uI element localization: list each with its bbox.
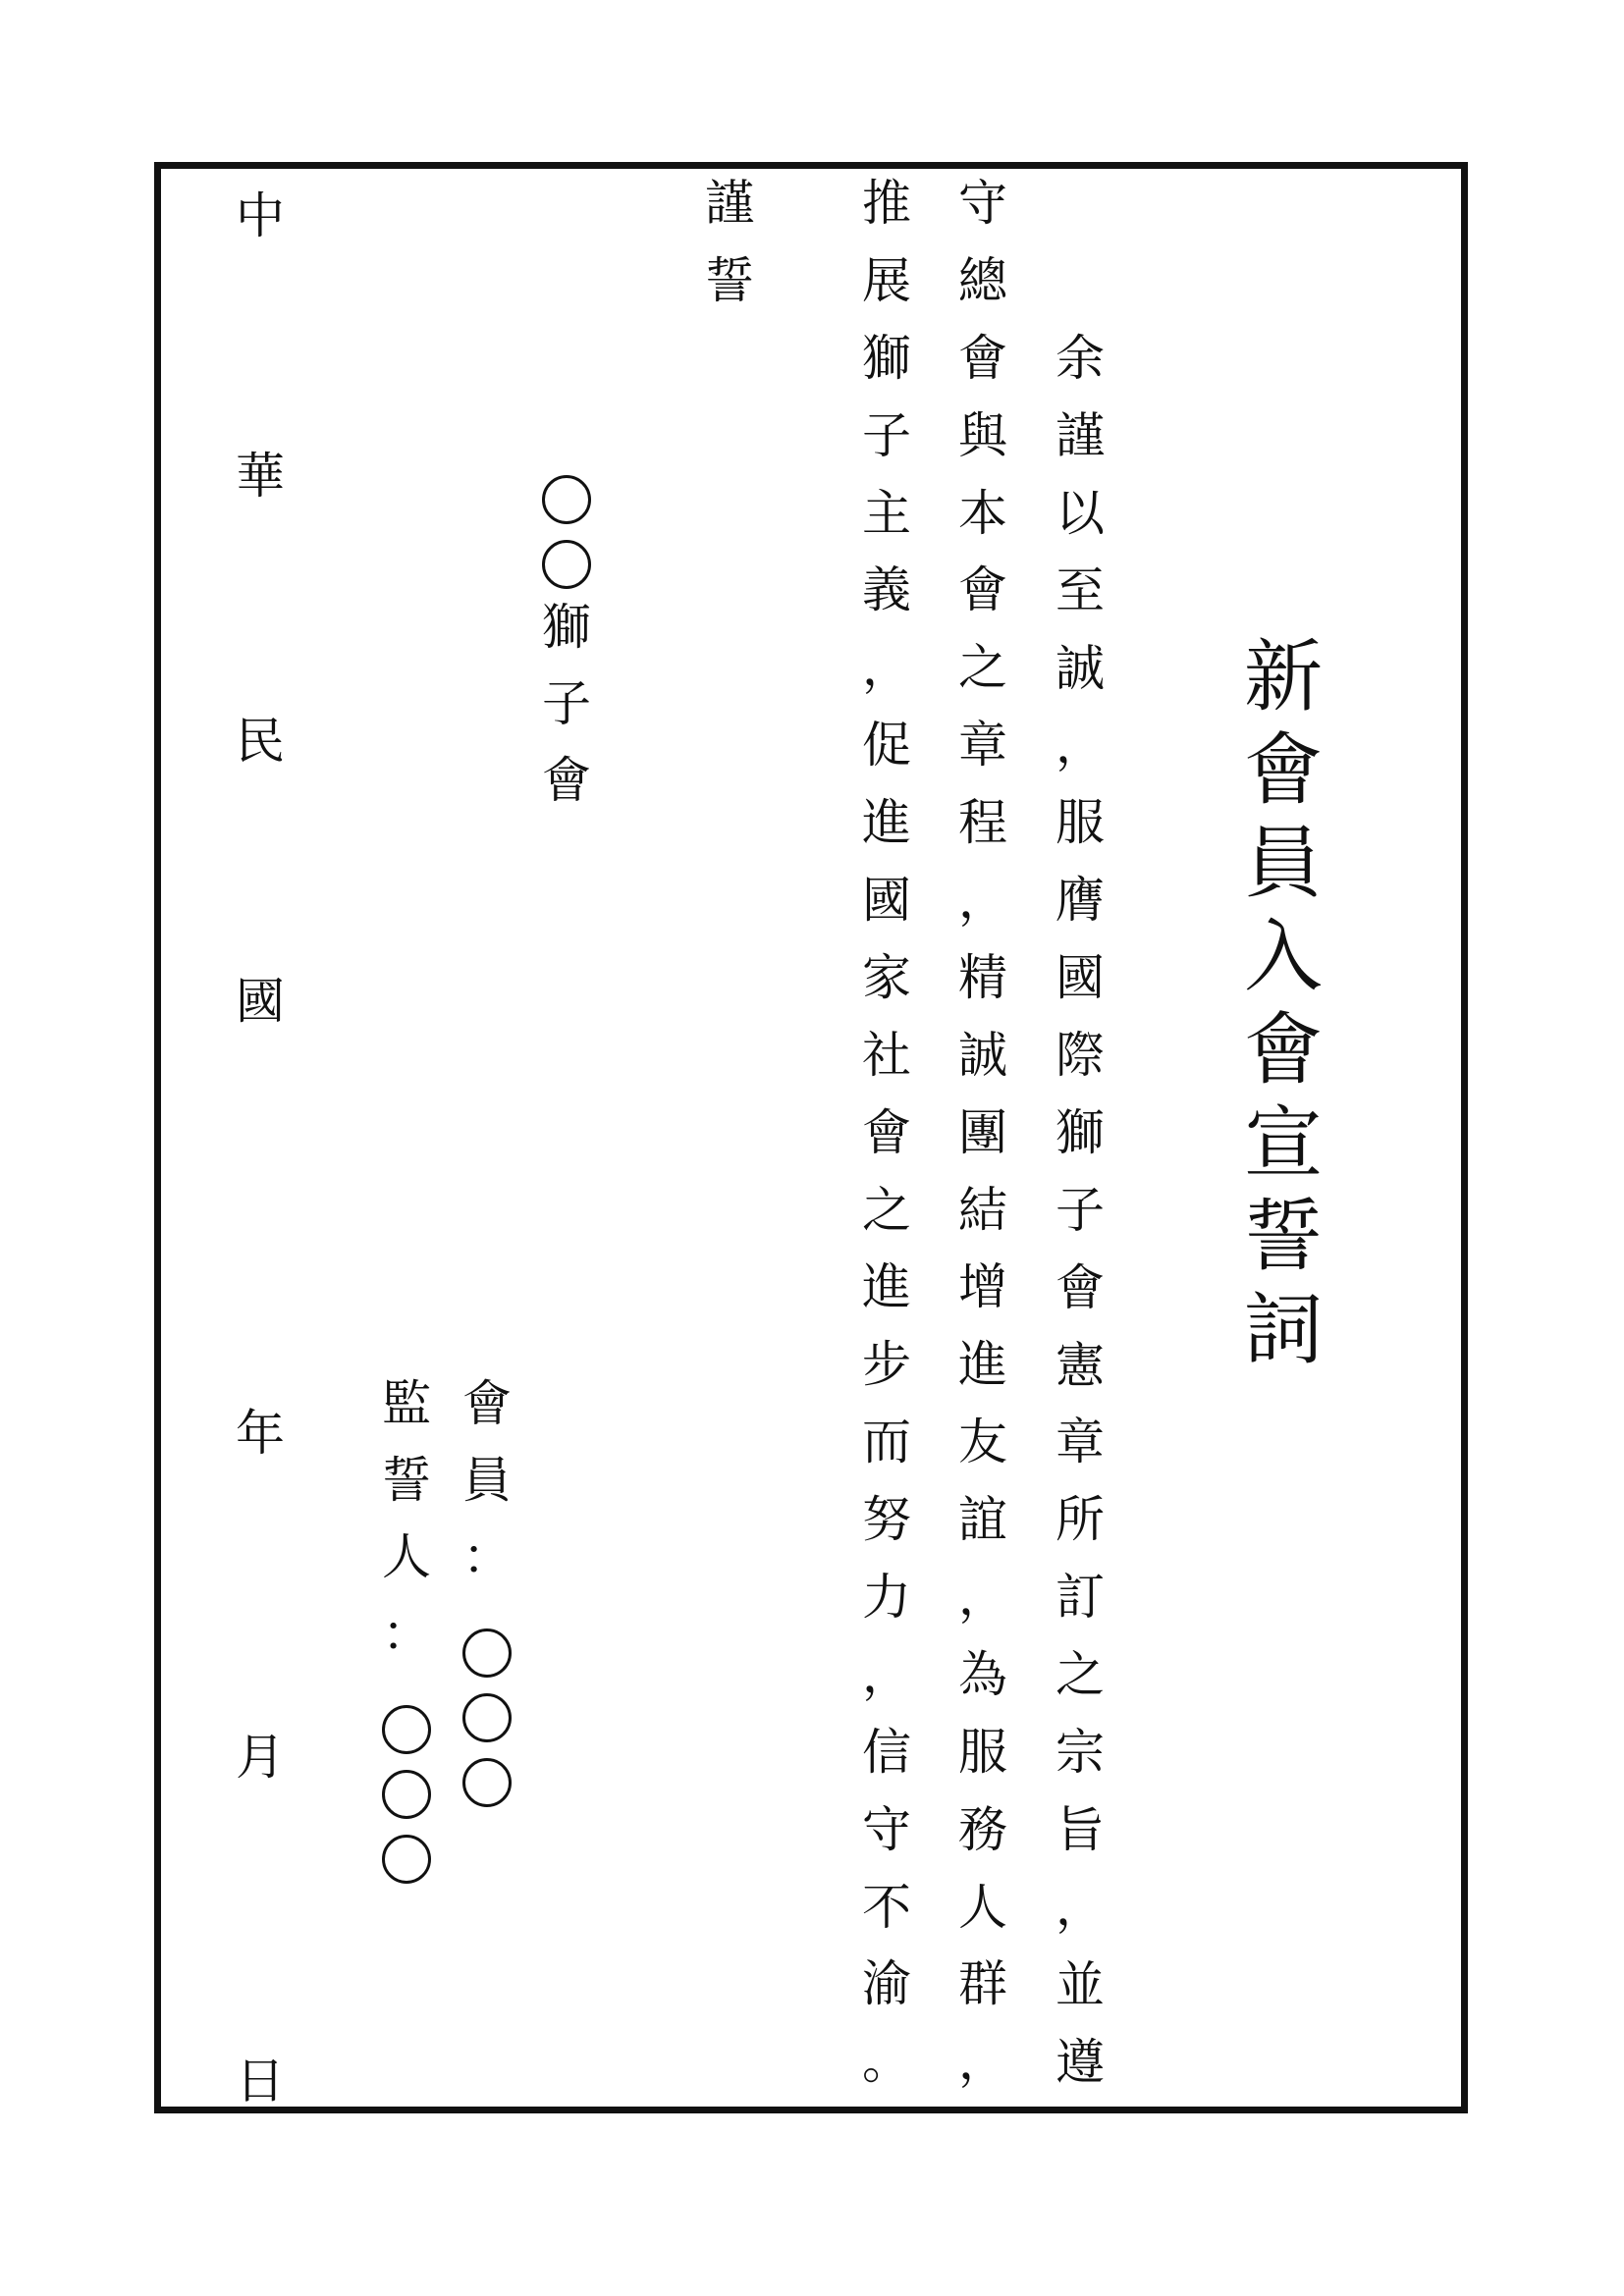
glyph: 守 — [862, 1800, 911, 1858]
glyph: 並 — [1056, 1955, 1105, 2013]
glyph: 本 — [958, 484, 1007, 542]
date-char-2: 華 — [236, 448, 285, 505]
date-month: 月 — [236, 1729, 285, 1786]
glyph: 服 — [1056, 794, 1105, 852]
witness-signature — [372, 1375, 441, 1897]
glyph: 會 — [462, 1375, 512, 1432]
glyph: ， — [1056, 1878, 1105, 1936]
glyph: 群 — [958, 1955, 1007, 2013]
glyph: 之 — [862, 1181, 911, 1239]
glyph: 社 — [862, 1026, 911, 1084]
glyph: 憲 — [1056, 1336, 1105, 1394]
glyph: ， — [958, 1569, 1007, 1627]
glyph: ， — [958, 872, 1007, 930]
glyph: 員 — [462, 1452, 512, 1509]
glyph: 服 — [958, 1723, 1007, 1781]
closing-text — [695, 175, 764, 334]
glyph: 際 — [1056, 1027, 1105, 1085]
glyph: 主 — [862, 484, 911, 542]
glyph: 子 — [862, 406, 911, 464]
glyph: 會 — [958, 329, 1007, 387]
glyph: 家 — [862, 948, 911, 1006]
glyph: 結 — [958, 1181, 1007, 1239]
glyph: 渝 — [862, 1955, 911, 2013]
glyph: 子 — [1056, 1181, 1105, 1239]
glyph: 努 — [862, 1491, 911, 1549]
glyph: 友 — [958, 1414, 1007, 1471]
glyph: 增 — [958, 1258, 1007, 1316]
glyph: 為 — [958, 1645, 1007, 1703]
glyph: ， — [958, 2033, 1007, 2091]
glyph: 總 — [958, 251, 1007, 309]
placeholder-circle-icon — [382, 1770, 431, 1819]
glyph: 謹 — [1056, 406, 1105, 464]
glyph: 步 — [862, 1336, 911, 1394]
glyph: 監 — [382, 1375, 431, 1432]
glyph: ， — [862, 639, 911, 697]
glyph: 誓 — [705, 251, 754, 309]
member-label — [462, 1375, 512, 1609]
glyph: 會 — [1244, 1004, 1323, 1095]
glyph: 誼 — [958, 1491, 1007, 1549]
member-signature — [453, 1375, 521, 1821]
placeholder-circle-icon — [542, 475, 591, 524]
glyph: 入 — [1244, 911, 1323, 1002]
glyph: 不 — [862, 1878, 911, 1936]
glyph: 章 — [958, 717, 1007, 774]
glyph: 獅 — [862, 329, 911, 387]
glyph: 誓 — [382, 1452, 431, 1509]
glyph: 展 — [862, 251, 911, 309]
glyph: 員 — [1244, 818, 1323, 909]
glyph: ： — [462, 1528, 512, 1585]
glyph: 所 — [1056, 1491, 1105, 1549]
glyph: 精 — [958, 948, 1007, 1006]
glyph: 遵 — [1056, 2033, 1105, 2091]
glyph: 以 — [1056, 484, 1105, 542]
glyph: 程 — [958, 794, 1007, 852]
placeholder-circle-icon — [382, 1705, 431, 1754]
glyph: 進 — [862, 794, 911, 852]
placeholder-circle-icon — [462, 1758, 512, 1807]
glyph: 誠 — [958, 1026, 1007, 1084]
glyph: 宣 — [1244, 1097, 1323, 1189]
glyph: 宗 — [1056, 1724, 1105, 1782]
glyph: 國 — [1056, 949, 1105, 1007]
glyph: 人 — [958, 1878, 1007, 1936]
glyph: 守 — [958, 175, 1007, 232]
placeholder-circle-icon — [462, 1629, 512, 1678]
glyph: 旨 — [1056, 1800, 1105, 1858]
club-name-suffix — [542, 599, 591, 832]
placeholder-circle-icon — [462, 1693, 512, 1742]
glyph: 誓 — [1244, 1191, 1323, 1282]
glyph: 謹 — [705, 175, 754, 232]
glyph: 促 — [862, 717, 911, 774]
club-name — [532, 461, 601, 832]
glyph: 會 — [958, 561, 1007, 619]
glyph: 之 — [1056, 1646, 1105, 1704]
glyph: 會 — [542, 752, 591, 809]
glyph: 會 — [1244, 724, 1323, 816]
glyph: 詞 — [1244, 1284, 1323, 1375]
glyph: 信 — [862, 1723, 911, 1781]
date-day: 日 — [236, 2053, 285, 2109]
glyph: 進 — [958, 1336, 1007, 1394]
glyph: ， — [862, 1645, 911, 1703]
glyph: 訂 — [1056, 1569, 1105, 1627]
glyph: 至 — [1056, 561, 1105, 619]
date-char-3: 民 — [236, 713, 285, 770]
glyph: 。 — [862, 2033, 911, 2091]
glyph: 誠 — [1056, 639, 1105, 697]
glyph: 獅 — [542, 599, 591, 656]
glyph: 而 — [862, 1414, 911, 1471]
document-title — [1239, 631, 1327, 1384]
oath-line-3 — [852, 175, 921, 2114]
glyph: 獅 — [1056, 1103, 1105, 1161]
witness-label — [382, 1375, 431, 1685]
glyph: 義 — [862, 561, 911, 619]
glyph: ， — [1056, 717, 1105, 774]
glyph: 進 — [862, 1258, 911, 1316]
glyph: 務 — [958, 1800, 1007, 1858]
date-char-4: 國 — [236, 973, 285, 1030]
glyph: 新 — [1244, 631, 1323, 722]
glyph: 人 — [382, 1528, 431, 1585]
glyph: 章 — [1056, 1414, 1105, 1471]
glyph: 國 — [862, 872, 911, 930]
placeholder-circle-icon — [382, 1835, 431, 1884]
date-char-1: 中 — [236, 187, 285, 244]
glyph: 子 — [542, 675, 591, 732]
glyph: ： — [382, 1605, 431, 1662]
glyph: 會 — [1056, 1258, 1105, 1316]
glyph: 力 — [862, 1569, 911, 1627]
glyph: 之 — [958, 639, 1007, 697]
oath-line-2 — [948, 175, 1017, 2114]
glyph: 膺 — [1056, 872, 1105, 930]
date-year: 年 — [236, 1405, 285, 1462]
oath-line-1 — [1046, 330, 1114, 2114]
glyph: 推 — [862, 175, 911, 232]
glyph: 會 — [862, 1103, 911, 1161]
glyph: 與 — [958, 406, 1007, 464]
glyph: 余 — [1056, 330, 1105, 387]
glyph: 團 — [958, 1103, 1007, 1161]
placeholder-circle-icon — [542, 540, 591, 589]
